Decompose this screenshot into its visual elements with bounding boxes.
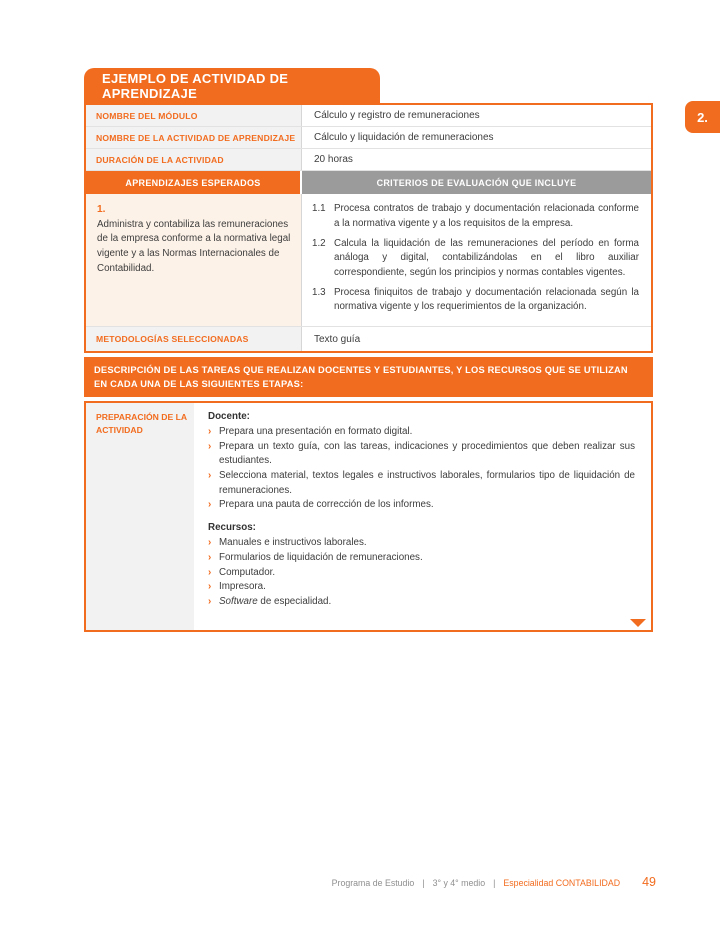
expected-learning-header: APRENDIZAJES ESPERADOS [86, 171, 302, 194]
list-item [208, 536, 637, 551]
list-item-text: Prepara un texto guía, con las tareas, indicaciones y procedimientos que deben realizar sus estudiantes. [219, 440, 635, 467]
chevron-bullet-icon: › [208, 581, 212, 593]
chevron-bullet-icon: › [208, 426, 212, 437]
chevron-bullet-icon: › [208, 551, 212, 563]
preparation-section [84, 401, 653, 632]
continuation-arrow-icon [630, 619, 646, 627]
objective-number: 1. [97, 204, 106, 216]
list-item-text: Impresora. [219, 581, 266, 593]
list-item [208, 440, 637, 469]
list-item-text: Prepara una pauta de corrección de los informes. [219, 499, 434, 511]
list-item-text: Computador. [219, 566, 276, 578]
criterion-text: Calcula la liquidación de las remuneraciones del período en forma análoga y digital, contabilizándolas en el libro auxiliar correspondiente, según los principios y normas contables vigentes. [334, 237, 639, 278]
tasks-description-banner [84, 357, 653, 397]
footer-separator: | [422, 878, 425, 888]
criterion-text: Procesa contratos de trabajo y documentación relacionada conforme a la normativa vigente y a los requisitos de la empresa. [334, 203, 639, 229]
criterion-text: Procesa finiquitos de trabajo y documentación relacionada según la normativa vigente y los requerimientos de la organización. [334, 286, 639, 313]
software-italic: Software [219, 595, 258, 607]
list-item-text: Manuales e instructivos laborales. [219, 537, 367, 549]
footer-specialty: Especialidad CONTABILIDAD [503, 878, 621, 888]
criteria-list [302, 194, 651, 326]
footer-program: Programa de Estudio [331, 878, 415, 888]
recursos-block [208, 522, 637, 609]
preparation-content [194, 403, 651, 630]
preparation-stage-label: PREPARACIÓN DE LA ACTIVIDAD [86, 403, 194, 630]
list-item [208, 425, 637, 440]
chevron-bullet-icon: › [208, 440, 212, 452]
list-item [208, 498, 637, 513]
list-item-software [208, 595, 637, 610]
table-row [86, 105, 651, 127]
list-item [208, 551, 637, 566]
list-item [208, 566, 637, 581]
list-item [208, 580, 637, 595]
recursos-heading: Recursos: [208, 522, 256, 534]
criterion-item [312, 237, 641, 281]
activity-title-tab [84, 68, 380, 103]
page-number: 49 [642, 875, 656, 889]
evaluation-criteria-header: CRITERIOS DE EVALUACIÓN QUE INCLUYE [302, 171, 651, 194]
methodologies-value: Texto guía [314, 333, 361, 345]
methodologies-label: METODOLOGÍAS SELECCIONADAS [86, 327, 302, 351]
chevron-bullet-icon: › [208, 470, 212, 482]
chevron-bullet-icon: › [208, 566, 212, 578]
list-item-text: Selecciona material, textos legales e instructivos laborales, formularios tipo de liquidación de remuneraciones. [219, 470, 635, 496]
module-name-label: NOMBRE DEL MÓDULO [86, 105, 302, 126]
list-item-text: Formularios de liquidación de remuneraciones. [219, 551, 423, 563]
criterion-item [312, 202, 641, 231]
docente-task-list [208, 425, 637, 513]
activity-name-label: NOMBRE DE LA ACTIVIDAD DE APRENDIZAJE [86, 127, 302, 148]
list-item-text: Prepara una presentación en formato digital. [219, 426, 413, 437]
page-title: EJEMPLO DE ACTIVIDAD DE APRENDIZAJE [102, 70, 289, 101]
activity-name-value: Cálculo y liquidación de remuneraciones [314, 132, 494, 144]
chevron-bullet-icon: › [208, 499, 212, 511]
chevron-bullet-icon: › [208, 537, 212, 549]
tasks-description-text: DESCRIPCIÓN DE LAS TAREAS QUE REALIZAN DOCENTES Y ESTUDIANTES, Y LOS RECURSOS QUE SE UTILIZAN EN CADA UNA DE LAS SIGUIENTES ETAPAS: [94, 365, 628, 390]
docente-heading: Docente: [208, 411, 250, 422]
footer-separator: | [493, 878, 496, 888]
activity-summary-table [84, 103, 653, 353]
column-headers-row [86, 171, 651, 194]
duration-label: DURACIÓN DE LA ACTIVIDAD [86, 149, 302, 170]
list-item [208, 469, 637, 498]
learning-objective-cell [86, 194, 302, 326]
objective-criteria-row [86, 194, 651, 327]
list-item-text [219, 595, 637, 610]
criterion-number: 1.2 [312, 237, 326, 249]
section-tab-label: 2. [697, 109, 708, 125]
footer-grade: 3° y 4° medio [432, 878, 486, 888]
objective-text: Administra y contabiliza las remuneraciones de la empresa conforme a la normativa legal vigente y a las Normas Internacionales de Contabilidad. [97, 218, 291, 274]
recursos-list [208, 536, 637, 595]
page-footer [332, 875, 656, 889]
criterion-number: 1.1 [312, 203, 326, 215]
chevron-bullet-icon: › [208, 595, 212, 607]
table-row [86, 149, 651, 171]
section-tab [685, 101, 720, 133]
duration-value: 20 horas [314, 154, 353, 166]
criterion-item [312, 286, 641, 315]
module-name-value: Cálculo y registro de remuneraciones [314, 110, 480, 122]
table-row [86, 327, 651, 351]
table-row [86, 127, 651, 149]
criterion-number: 1.3 [312, 286, 326, 298]
software-rest: de especialidad. [257, 595, 332, 607]
